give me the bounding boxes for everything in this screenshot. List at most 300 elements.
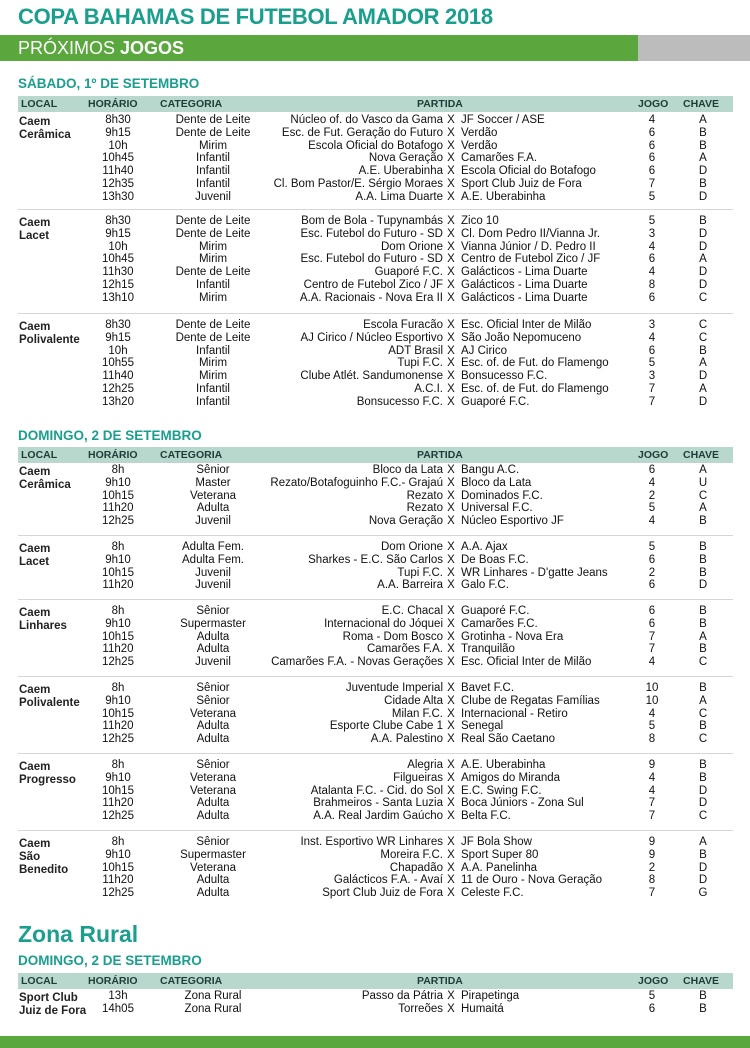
away-team: A.E. Uberabinha [461,190,546,203]
match-time: 9h10 [105,771,131,784]
match-time: 10h15 [102,707,134,720]
banner-title-light: PRÓXIMOS [18,38,116,58]
venue-block [18,836,733,904]
match-row [18,849,733,862]
match-group: A [699,152,707,165]
col-partida-header: PARTIDA [417,449,463,461]
col-chave-header: CHAVE [683,975,719,987]
match-group: B [699,126,707,139]
col-local-header: LOCAL [21,449,58,461]
match-category: Zona Rural [184,990,242,1002]
match-time: 9h15 [105,331,131,344]
home-team: Camarões F.A. - Novas Gerações [271,656,443,669]
venue-block [18,541,733,596]
away-team: Boca Júniors - Zona Sul [461,797,584,810]
away-team: A.E. Uberabinha [461,759,546,771]
match-game-number: 7 [648,395,656,408]
versus-mark: X [447,502,455,515]
match-time: 13h20 [102,395,134,408]
versus-mark: X [447,797,455,810]
away-team: Dominados F.C. [461,489,543,502]
versus-mark: X [447,605,455,617]
versus-mark: X [447,395,455,408]
match-time: 11h40 [102,370,134,383]
home-team: Atalanta F.C. - Cid. do Sol [310,784,443,797]
match-category: Dente de Leite [175,227,251,240]
away-team: WR Linhares - D'gatte Jeans [461,566,608,579]
home-team: Milan F.C. [391,707,443,720]
match-category: Juvenil [195,656,231,669]
home-team: Juventude Imperial [345,682,443,694]
match-category: Veterana [189,489,237,502]
versus-mark: X [447,720,455,733]
block-divider [18,753,733,754]
match-category: Adulta [196,630,230,643]
away-team: Verdão [461,139,498,152]
match-category: Juvenil [195,190,231,203]
day-heading: DOMINGO, 2 DE SETEMBRO [18,428,202,443]
match-time: 10h15 [102,566,134,579]
table-header [18,973,733,989]
away-team: Esc. of. de Fut. do Flamengo [461,383,609,395]
match-group: G [698,887,708,900]
match-game-number: 4 [648,114,656,126]
match-time: 9h15 [105,126,131,139]
banner-title-bold: JOGOS [120,38,185,58]
match-row [18,178,733,191]
match-group: B [699,178,707,190]
match-group: A [699,383,707,395]
match-group: D [698,874,708,887]
home-team: Sharkes - E.C. São Carlos [308,553,443,566]
away-team: Esc. of. de Fut. do Flamengo [461,357,609,370]
col-jogo-header: JOGO [638,98,669,110]
venue-name-line: Juiz de Fora [19,1005,87,1017]
home-team: Rezato [406,502,443,515]
versus-mark: X [447,784,455,797]
home-team: E.C. Chacal [381,605,443,617]
venue-name-line: Caem [19,543,51,555]
match-game-number: 5 [648,190,656,203]
match-group: B [699,541,707,553]
versus-mark: X [447,266,455,279]
col-categoria-header: CATEGORIA [160,98,223,110]
away-team: Clube de Regatas Famílias [461,694,600,707]
col-categoria-header: CATEGORIA [160,975,223,987]
versus-mark: X [447,279,455,291]
match-category: Dente de Leite [175,266,251,279]
match-time: 11h20 [102,797,134,810]
match-category: Zona Rural [184,1002,242,1015]
match-group: B [699,643,707,656]
away-team: Escola Oficial do Botafogo [461,165,596,178]
match-row [18,191,733,204]
match-time: 10h15 [102,630,134,643]
away-team: Núcleo Esportivo JF [461,515,564,528]
away-team: Bonsucesso F.C. [461,370,548,383]
match-time: 12h25 [102,810,134,823]
away-team: Bavet F.C. [461,682,515,694]
versus-mark: X [447,357,455,370]
match-row [18,567,733,580]
col-partida-header: PARTIDA [417,975,463,987]
match-row [18,772,733,785]
match-game-number: 6 [648,291,656,304]
away-team: 11 de Ouro - Nova Geração [461,874,603,887]
home-team: Inst. Esportivo WR Linhares [300,836,443,848]
match-group: C [698,319,708,331]
match-category: Sênior [196,464,230,476]
home-team: Rezato/Botafoguinho F.C.- Grajaú [270,476,443,489]
match-row [18,241,733,254]
day-heading: SÁBADO, 1º DE SETEMBRO [18,76,200,91]
match-time: 12h35 [102,178,134,190]
match-category: Mirim [198,357,228,370]
match-group: B [699,771,707,784]
match-row [18,733,733,746]
home-team: Passo da Pátria [361,990,443,1002]
venue-name-line: Sport Club [19,992,78,1004]
away-team: AJ Cirico [461,344,508,357]
match-time: 12h25 [102,887,134,900]
match-group: D [698,165,708,178]
match-time: 11h20 [102,579,134,592]
match-game-number: 7 [648,810,656,823]
match-row [18,515,733,528]
away-team: Bangu A.C. [461,464,520,476]
away-team: Galo F.C. [461,579,509,592]
home-team: A.A. Lima Duarte [355,190,443,203]
venue-block [18,682,733,750]
match-game-number: 4 [648,476,656,489]
versus-mark: X [447,656,455,669]
match-time: 8h [111,682,125,694]
match-game-number: 10 [645,694,659,707]
match-row [18,643,733,656]
versus-mark: X [447,489,455,502]
match-category: Sênior [196,694,230,707]
match-game-number: 9 [648,759,656,771]
match-row [18,874,733,887]
versus-mark: X [447,630,455,643]
banner-title [18,38,184,59]
match-row [18,502,733,515]
match-group: C [698,733,708,746]
home-team: A.A. Racionais - Nova Era II [299,291,443,304]
versus-mark: X [447,861,455,874]
home-team: Galácticos F.A. - Avaí [333,874,443,887]
match-time: 8h30 [105,319,131,331]
match-game-number: 4 [648,771,656,784]
match-time: 13h30 [102,190,134,203]
banner-gray-bar [638,35,750,61]
home-team: Bonsucesso F.C. [356,395,443,408]
match-row [18,396,733,409]
versus-mark: X [447,541,455,553]
match-time: 10h [108,139,128,152]
versus-mark: X [447,319,455,331]
col-chave-header: CHAVE [683,449,719,461]
match-row [18,605,733,618]
venue-name-line: Caem [19,607,51,619]
match-group: A [699,630,707,643]
match-group: B [699,617,707,630]
match-group: B [699,344,707,357]
away-team: Grotinha - Nova Era [461,630,564,643]
away-team: Senegal [461,720,504,733]
match-game-number: 6 [648,126,656,139]
footer-bar [0,1036,750,1048]
match-category: Adulta Fem. [182,553,244,566]
versus-mark: X [447,733,455,746]
match-category: Dente de Leite [175,215,251,227]
match-row [18,554,733,567]
away-team: Galácticos - Lima Duarte [461,279,588,291]
match-group: B [699,605,707,617]
away-team: Sport Club Juiz de Fora [461,178,582,190]
match-game-number: 7 [648,643,656,656]
home-team: Torreões [398,1002,443,1015]
block-divider [18,676,733,677]
match-time: 12h25 [102,733,134,746]
match-row [18,477,733,490]
match-row [18,708,733,721]
match-group: B [699,990,707,1002]
match-row [18,215,733,228]
match-time: 10h15 [102,489,134,502]
versus-mark: X [447,759,455,771]
block-divider [18,830,733,831]
match-time: 11h20 [102,874,134,887]
home-team: A.C.I. [414,383,443,395]
venue-name-line: Polivalente [19,697,80,709]
match-category: Adulta [196,643,230,656]
match-game-number: 5 [648,357,656,370]
match-game-number: 4 [648,331,656,344]
match-time: 8h30 [105,114,131,126]
match-group: D [698,240,708,253]
match-row [18,797,733,810]
home-team: Roma - Dom Bosco [342,630,443,643]
match-group: A [699,357,707,370]
match-category: Master [195,476,231,489]
match-group: B [699,566,707,579]
home-team: Tupi F.C. [397,566,443,579]
match-game-number: 3 [648,370,656,383]
home-team: Cl. Bom Pastor/E. Sérgio Moraes [273,178,443,190]
block-divider [18,535,733,536]
match-game-number: 5 [648,720,656,733]
home-team: Escola Furacão [363,319,443,331]
match-time: 13h [108,990,128,1002]
match-row [18,862,733,875]
match-time: 8h [111,759,125,771]
match-category: Infantil [196,344,230,357]
home-team: Cidade Alta [384,694,443,707]
home-team: Filgueiras [393,771,443,784]
versus-mark: X [447,139,455,152]
away-team: Guaporé F.C. [461,605,530,617]
away-team: Vianna Júnior / D. Pedro II [461,240,596,253]
match-category: Adulta [196,797,230,810]
match-time: 10h [108,344,128,357]
match-group: B [699,515,707,528]
col-horario-header: HORÁRIO [88,975,138,987]
match-row [18,127,733,140]
home-team: A.A. Palestino [370,733,443,746]
match-time: 8h30 [105,215,131,227]
table-header [18,447,733,463]
match-game-number: 10 [645,682,659,694]
match-category: Sênior [196,836,230,848]
match-row [18,165,733,178]
versus-mark: X [447,240,455,253]
match-category: Supermaster [180,617,246,630]
home-team: A.A. Real Jardim Gaúcho [313,810,443,823]
match-game-number: 6 [648,344,656,357]
match-game-number: 5 [648,541,656,553]
match-game-number: 9 [648,836,656,848]
home-team: Núcleo of. do Vasco da Gama [290,114,443,126]
versus-mark: X [447,383,455,395]
versus-mark: X [447,190,455,203]
match-category: Adulta [196,887,230,900]
match-category: Mirim [198,240,228,253]
home-team: Esc. de Fut. Geração do Futuro [281,126,443,139]
venue-name-line: Caem [19,116,51,128]
match-game-number: 2 [648,566,656,579]
venue-block [18,605,733,673]
match-game-number: 7 [648,797,656,810]
col-local-header: LOCAL [21,975,58,987]
match-game-number: 4 [648,707,656,720]
versus-mark: X [447,643,455,656]
venue-block [18,215,733,309]
home-team: Clube Atlét. Sandumonense [300,370,443,383]
match-group: D [698,190,708,203]
away-team: JF Bola Show [461,836,532,848]
versus-mark: X [447,165,455,178]
match-row [18,114,733,127]
match-group: C [698,707,708,720]
match-category: Adulta [196,810,230,823]
match-time: 13h10 [102,291,134,304]
match-row [18,759,733,772]
col-categoria-header: CATEGORIA [160,449,223,461]
match-category: Infantil [196,165,230,178]
away-team: Galácticos - Lima Duarte [461,291,588,304]
away-team: Bloco da Lata [461,476,532,489]
table-header [18,96,733,112]
match-row [18,490,733,503]
match-group: B [699,759,707,771]
match-group: A [699,502,707,515]
day-heading: DOMINGO, 2 DE SETEMBRO [18,953,202,968]
match-row [18,279,733,292]
match-category: Infantil [196,178,230,190]
match-row [18,152,733,165]
versus-mark: X [447,617,455,630]
col-horario-header: HORÁRIO [88,98,138,110]
col-jogo-header: JOGO [638,975,669,987]
match-time: 12h25 [102,515,134,528]
match-time: 10h15 [102,861,134,874]
match-category: Juvenil [195,566,231,579]
match-group: B [699,139,707,152]
home-team: Guaporé F.C. [374,266,443,279]
home-team: Escola Oficial do Botafogo [308,139,443,152]
venue-block [18,114,733,208]
match-group: C [698,331,708,344]
home-team: Bloco da Lata [372,464,443,476]
venue-name-line: Caem [19,217,51,229]
venue-block [18,319,733,413]
home-team: Nova Geração [368,152,443,165]
versus-mark: X [447,515,455,528]
match-game-number: 5 [648,990,656,1002]
block-divider [18,313,733,314]
match-time: 11h30 [102,266,134,279]
home-team: Centro de Futebol Zico / JF [303,279,443,291]
match-category: Infantil [196,383,230,395]
match-game-number: 6 [648,1002,656,1015]
versus-mark: X [447,126,455,139]
venue-name-line: Lacet [19,556,50,568]
away-team: Esc. Oficial Inter de Milão [461,656,592,669]
match-row [18,720,733,733]
home-team: Dom Orione [381,240,443,253]
match-category: Infantil [196,152,230,165]
match-category: Sênior [196,759,230,771]
match-game-number: 4 [648,784,656,797]
match-group: D [698,579,708,592]
match-game-number: 7 [648,178,656,190]
match-row [18,1003,733,1016]
match-game-number: 7 [648,383,656,395]
match-time: 10h [108,240,128,253]
versus-mark: X [447,707,455,720]
match-time: 10h15 [102,784,134,797]
versus-mark: X [447,476,455,489]
versus-mark: X [447,836,455,848]
match-category: Dente de Leite [175,126,251,139]
match-group: C [698,810,708,823]
versus-mark: X [447,215,455,227]
venue-block [18,464,733,532]
page-title: COPA BAHAMAS DE FUTEBOL AMADOR 2018 [18,4,493,29]
match-time: 11h20 [102,720,134,733]
match-game-number: 9 [648,848,656,861]
venue-name-line: Lacet [19,230,50,242]
versus-mark: X [447,887,455,900]
versus-mark: X [447,990,455,1002]
versus-mark: X [447,566,455,579]
away-team: Internacional - Retiro [461,707,568,720]
col-horario-header: HORÁRIO [88,449,138,461]
match-game-number: 4 [648,266,656,279]
venue-name-line: Caem [19,466,51,478]
match-row [18,266,733,279]
match-row [18,836,733,849]
home-team: ADT Brasil [388,344,443,357]
away-team: De Boas F.C. [461,553,529,566]
home-team: Moreira F.C. [380,848,443,861]
away-team: Universal F.C. [461,502,533,515]
venue-name-line: Polivalente [19,334,80,346]
match-time: 10h45 [102,253,134,266]
match-row [18,541,733,554]
versus-mark: X [447,114,455,126]
